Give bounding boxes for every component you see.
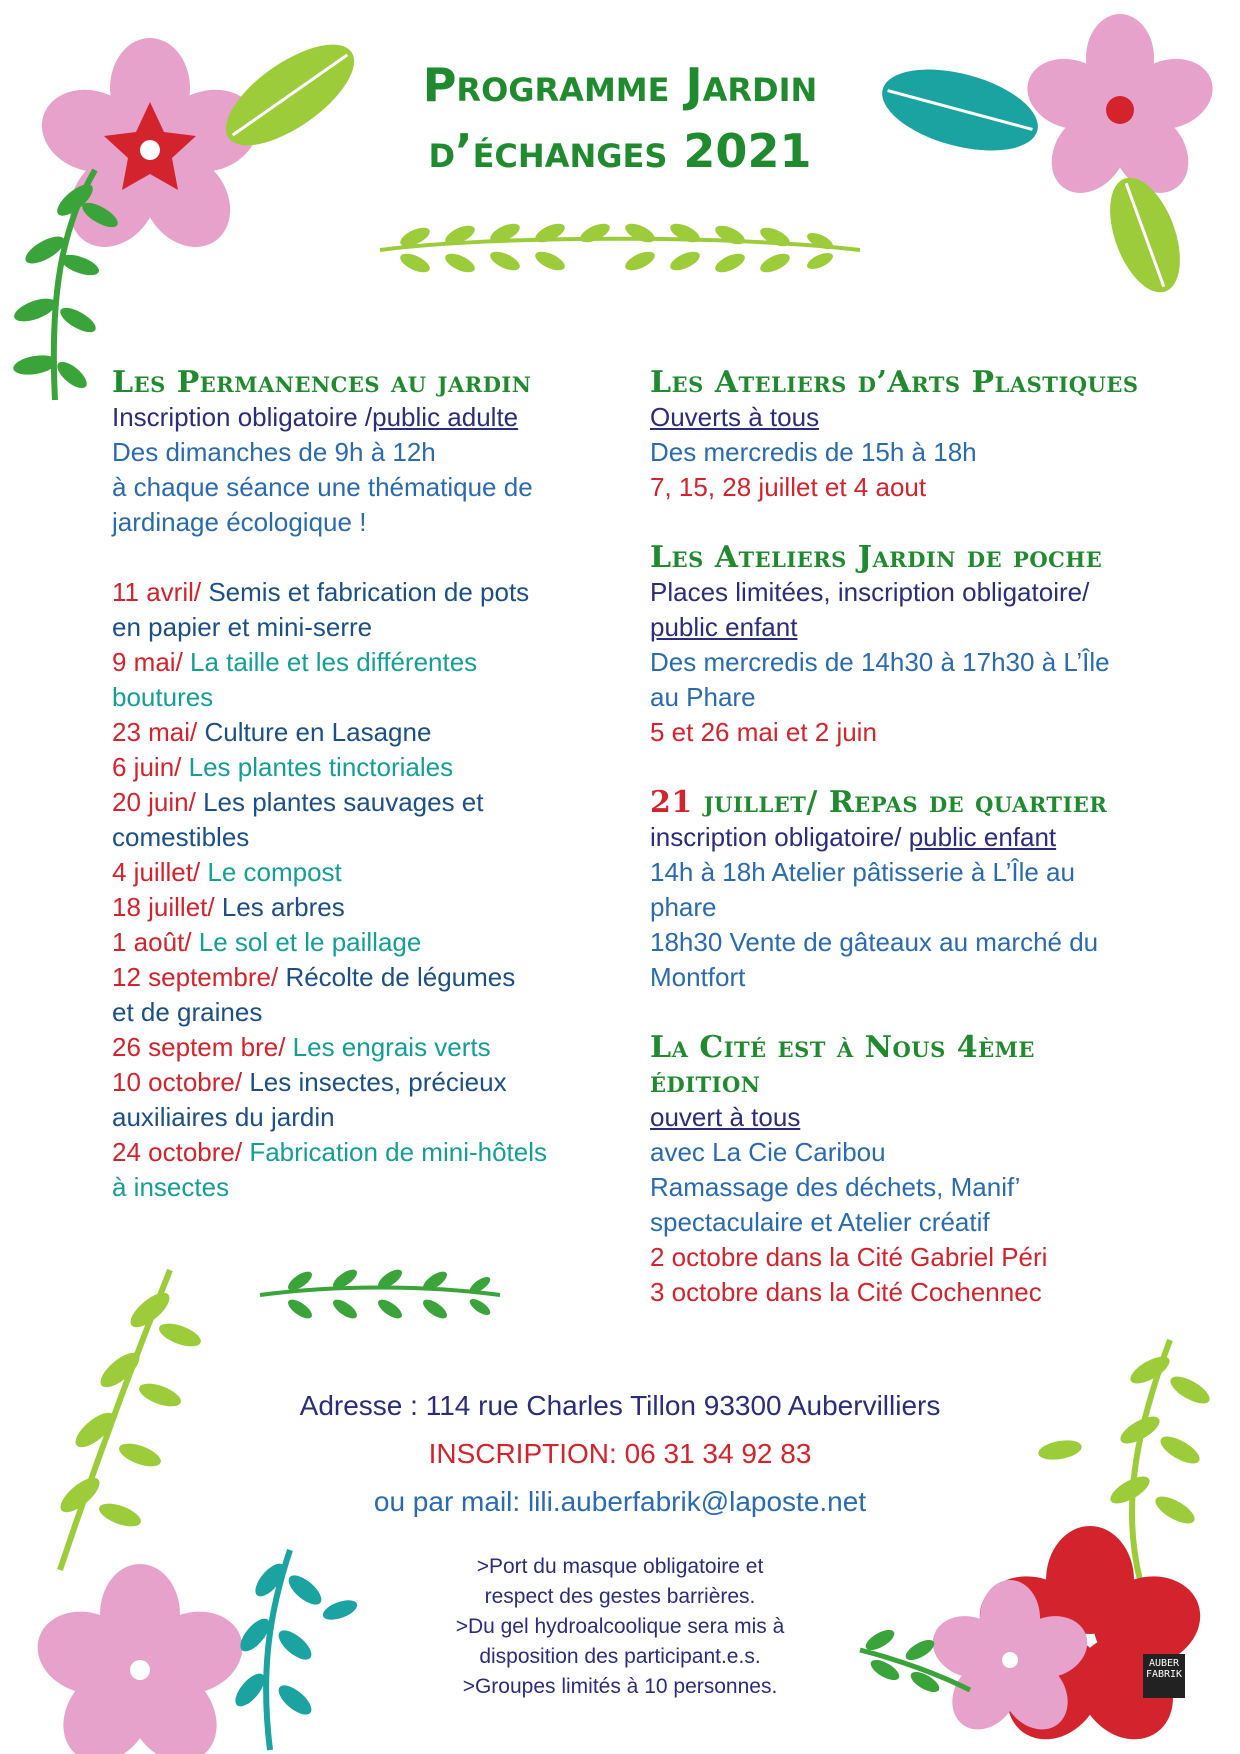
note-line: >Du gel hydroalcoolique sera mis à [455,1615,785,1638]
permanences-desc-1: à chaque séance une thématique de [112,472,533,502]
session-item [112,715,612,750]
session-item [112,1030,612,1065]
permanences-heading: Les Permanences au jardin [112,365,532,400]
auberfabrik-logo [1143,1654,1185,1698]
session-item [112,575,612,610]
title-line-1: Programme Jardin [422,58,818,112]
address-line: Adresse : 114 rue Charles Tillon 93300 Aubervilliers [299,1390,941,1421]
inscription-phone: INSCRIPTION: 06 31 34 92 83 [428,1438,812,1469]
poche-heading: Les Ateliers Jardin de poche [650,540,1103,575]
session-date: 12 septembre/ [112,962,279,992]
repas-line-4: Montfort [650,962,746,992]
session-item [112,960,612,995]
session-topic: La taille et les différentes [182,647,478,677]
permanences-desc-2: jardinage écologique ! [112,507,367,537]
repas-audience: public enfant [908,822,1057,852]
note-line: disposition des participant.e.s. [479,1645,761,1668]
sanitary-notes [400,1552,840,1702]
session-date: 11 avril/ [112,577,202,607]
session-topic: Le sol et le paillage [191,927,422,957]
cite-section [650,1030,1150,1310]
repas-heading-day: 21 [650,785,693,820]
session-topic: Les arbres [214,892,345,922]
session-topic: Le compost [200,857,342,887]
poche-registration: Places limitées, inscription obligatoire/ [650,577,1090,607]
permanences-registration-text: Inscription obligatoire / [112,402,373,432]
session-topic-cont: et de graines [112,997,263,1027]
session-topic: Récolte de légumes [278,962,516,992]
session-date: 9 mai/ [112,647,183,677]
repas-line-1: 14h à 18h Atelier pâtisserie à L’Île au [650,857,1075,887]
poche-schedule-1: Des mercredis de 14h30 à 17h30 à L’Île [650,647,1110,677]
repas-heading [650,785,1150,820]
session-item [112,1065,612,1100]
session-item [112,890,612,925]
cite-date-1: 2 octobre dans la Cité Gabriel Péri [650,1242,1048,1272]
session-item [112,1100,612,1135]
logo-line-2: FABRIK [1145,1669,1183,1680]
repas-heading-text: juillet/ Repas de quartier [692,785,1108,820]
session-date: 24 octobre/ [112,1137,243,1167]
permanences-schedule: Des dimanches de 9h à 12h [112,437,436,467]
arts-dates: 7, 15, 28 juillet et 4 aout [650,472,927,502]
repas-section [650,785,1150,995]
session-topic: Culture en Lasagne [197,717,432,747]
session-topic-cont: auxiliaires du jardin [112,1102,335,1132]
contact-mail[interactable]: ou par mail: lili.auberfabrik@laposte.net [373,1486,867,1517]
session-topic-cont: boutures [112,682,214,712]
cite-date-2: 3 octobre dans la Cité Cochennec [650,1277,1042,1307]
leaf-garland-icon [375,215,865,285]
session-item [112,785,612,820]
arts-heading: Les Ateliers d’Arts Plastiques [650,365,1139,400]
session-topic: Les insectes, précieux [242,1067,507,1097]
session-topic-cont: en papier et mini-serre [112,612,373,642]
title-line-2: d’échanges 2021 [428,124,812,178]
session-date: 26 septem bre/ [112,1032,286,1062]
session-topic: Les engrais verts [285,1032,491,1062]
session-item [112,610,612,645]
logo-line-1: AUBER [1148,1658,1180,1669]
repas-line-3: 18h30 Vente de gâteaux au marché du [650,927,1099,957]
permanences-section [112,365,612,1205]
session-topic-cont: comestibles [112,822,250,852]
cite-line-1: avec La Cie Caribou [650,1137,886,1167]
session-item [112,1135,612,1170]
cite-audience: ouvert à tous [650,1102,801,1132]
session-item [112,820,612,855]
arts-schedule: Des mercredis de 15h à 18h [650,437,977,467]
session-date: 1 août/ [112,927,192,957]
session-item [112,925,612,960]
arts-section [650,365,1150,505]
repas-registration [650,820,1150,855]
repas-registration-text: inscription obligatoire/ [650,822,909,852]
permanences-registration [112,400,612,435]
cite-line-3: spectaculaire et Atelier créatif [650,1207,990,1237]
note-line: respect des gestes barrières. [484,1585,756,1608]
permanences-audience: public adulte [372,402,519,432]
session-item [112,645,612,680]
session-topic: Fabrication de mini-hôtels [242,1137,548,1167]
sessions-list [112,575,612,1205]
cite-line-2: Ramassage des déchets, Manif’ [650,1172,1021,1202]
poche-schedule-2: au Phare [650,682,756,712]
note-line: >Groupes limités à 10 personnes. [462,1675,778,1698]
arts-audience: Ouverts à tous [650,402,820,432]
session-topic: Semis et fabrication de pots [201,577,530,607]
session-item [112,680,612,715]
session-date: 6 juin/ [112,752,182,782]
session-date: 18 juillet/ [112,892,215,922]
cite-heading: La Cité est à Nous 4ème édition [650,1030,1035,1100]
poche-section [650,540,1150,750]
session-topic-cont: à insectes [112,1172,230,1202]
session-topic: Les plantes sauvages et [195,787,484,817]
right-column [650,365,1150,1310]
note-line: >Port du masque obligatoire et [476,1555,764,1578]
session-topic: Les plantes tinctoriales [181,752,454,782]
session-date: 10 octobre/ [112,1067,243,1097]
session-item [112,1170,612,1205]
session-item [112,995,612,1030]
session-item [112,750,612,785]
session-date: 23 mai/ [112,717,198,747]
poche-audience: public enfant [650,612,798,642]
session-date: 20 juin/ [112,787,196,817]
repas-line-2: phare [650,892,717,922]
session-item [112,855,612,890]
poche-dates: 5 et 26 mai et 2 juin [650,717,877,747]
session-date: 4 juillet/ [112,857,201,887]
page-title [300,52,940,184]
